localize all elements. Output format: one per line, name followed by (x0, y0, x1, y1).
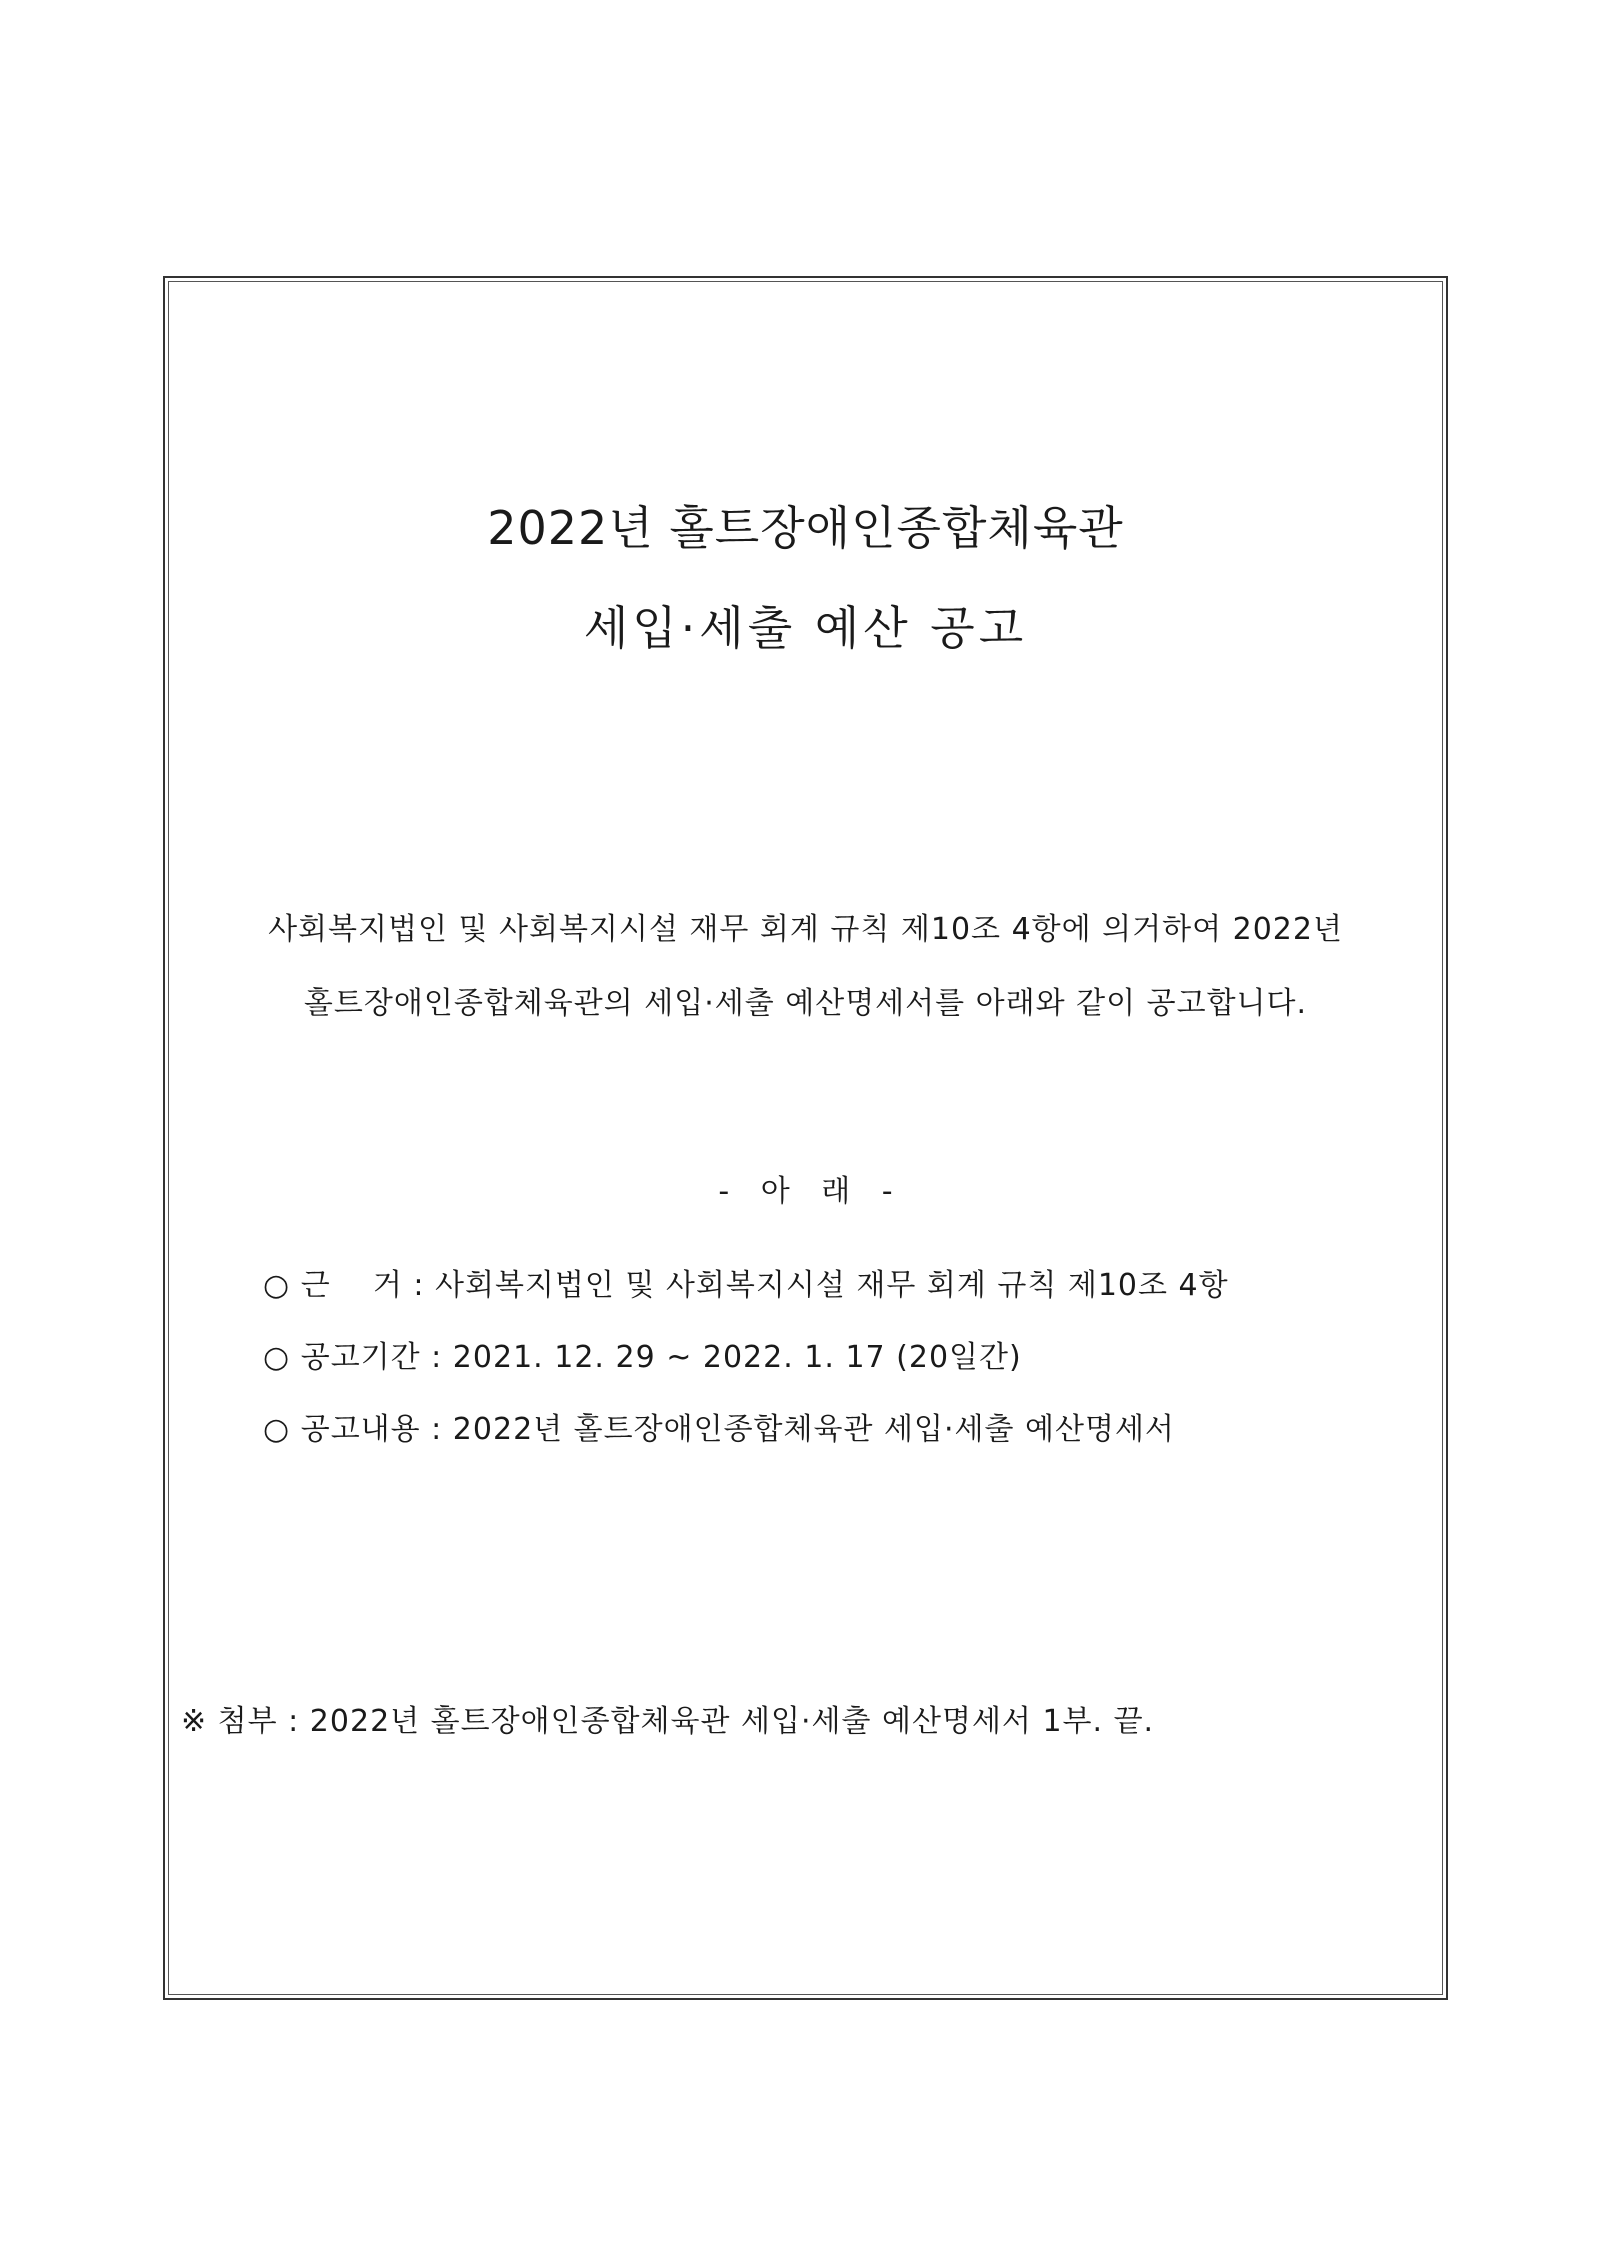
document-frame (163, 276, 1448, 2000)
body-paragraph-line-2: 홀트장애인종합체육관의 세입·세출 예산명세서를 아래와 같이 공고합니다. (303, 986, 1308, 1021)
list-item-period: ○ 공고기간 : 2021. 12. 29 ~ 2022. 1. 17 (20일간) (263, 1340, 1022, 1375)
list-item-content: ○ 공고내용 : 2022년 홀트장애인종합체육관 세입·세출 예산명세서 (263, 1412, 1175, 1447)
attachment-note: ※ 첨부 : 2022년 홀트장애인종합체육관 세입·세출 예산명세서 1부. 끝. (181, 1704, 1155, 1739)
document-title: 2022년 홀트장애인종합체육관 (487, 501, 1124, 555)
below-heading: - 아 래 - (718, 1174, 893, 1209)
list-item-basis: ○ 근 거 : 사회복지법인 및 사회복지시설 재무 회계 규칙 제10조 4항 (263, 1268, 1229, 1303)
body-paragraph-line-1: 사회복지법인 및 사회복지시설 재무 회계 규칙 제10조 4항에 의거하여 2022년 (268, 912, 1343, 947)
document-subtitle: 세입·세출 예산 공고 (583, 601, 1028, 655)
